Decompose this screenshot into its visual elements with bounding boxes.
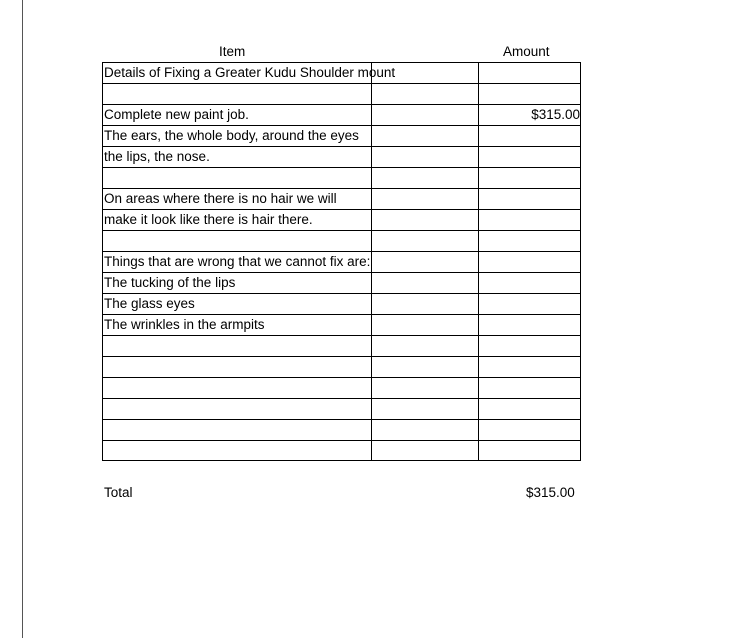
row-divider xyxy=(103,419,580,420)
column-divider xyxy=(371,63,372,460)
item-cell: The glass eyes xyxy=(104,296,195,311)
row-divider xyxy=(103,230,580,231)
item-cell: The wrinkles in the armpits xyxy=(104,317,265,332)
row-divider xyxy=(103,377,580,378)
item-cell: Things that are wrong that we cannot fix are: xyxy=(104,254,371,269)
row-divider xyxy=(103,440,580,441)
item-column-header: Item xyxy=(219,44,246,59)
item-cell: make it look like there is hair there. xyxy=(104,212,313,227)
row-divider xyxy=(103,167,580,168)
total-label: Total xyxy=(104,485,133,500)
item-cell: the lips, the nose. xyxy=(104,149,210,164)
item-cell: On areas where there is no hair we will xyxy=(104,191,337,206)
item-cell: The tucking of the lips xyxy=(104,275,236,290)
item-cell: Details of Fixing a Greater Kudu Shoulder mount xyxy=(104,65,396,80)
row-divider xyxy=(103,83,580,84)
total-value: $315.00 xyxy=(526,485,575,500)
item-cell: The ears, the whole body, around the eyes xyxy=(104,128,359,143)
row-divider xyxy=(103,398,580,399)
amount-column-header: Amount xyxy=(503,44,550,59)
row-divider xyxy=(103,356,580,357)
row-divider xyxy=(103,335,580,336)
amount-cell: $315.00 xyxy=(531,107,580,122)
item-cell: Complete new paint job. xyxy=(104,107,249,122)
